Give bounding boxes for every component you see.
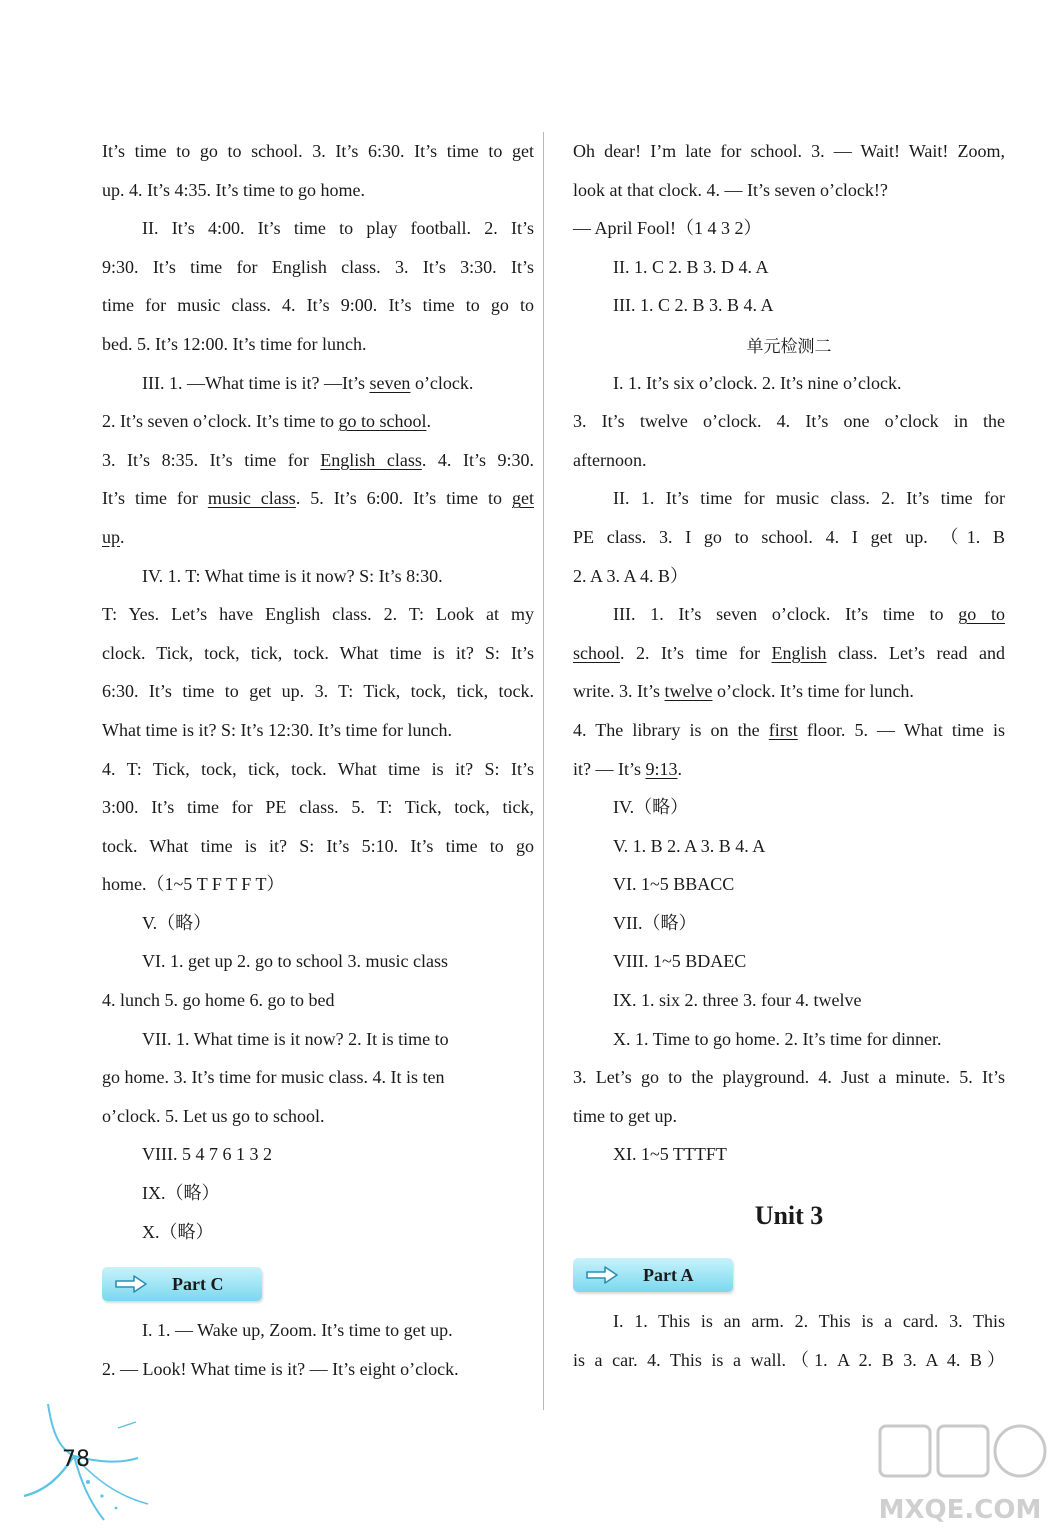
line-text: o’clock. It’s time for lunch. xyxy=(712,681,914,702)
page-number: 78 xyxy=(62,1447,90,1472)
line-text: III. 1. It’s seven o’clock. It’s time to xyxy=(613,604,959,625)
answer-line xyxy=(102,827,534,866)
line-text: II. 1. C 2. B 3. D 4. A xyxy=(613,256,769,277)
part-c-lines xyxy=(102,1311,534,1388)
line-text: X. 1. Time to go home. 2. It’s time for dinner. xyxy=(613,1028,942,1049)
right-answer-lines-a xyxy=(573,132,1005,325)
line-text: . 2. It’s time for xyxy=(620,642,772,663)
line-text: II. 1. It’s time for music class. 2. It’s time for xyxy=(613,488,1005,509)
answer-line xyxy=(102,865,534,904)
answer-line xyxy=(573,441,1005,480)
answer-line xyxy=(102,286,534,325)
watermark-logo xyxy=(860,1418,1060,1536)
answer-line xyxy=(102,325,534,364)
line-text: VI. 1~5 BBACC xyxy=(613,874,735,895)
line-text: look at that clock. 4. — It’s seven o’clock!? xyxy=(573,179,888,200)
answer-line xyxy=(573,672,1005,711)
line-text: IV. 1. T: What time is it now? S: It’s 8:30. xyxy=(142,565,443,586)
line-text: III. 1. C 2. B 3. B 4. A xyxy=(613,295,774,316)
line-text: II. It’s 4:00. It’s time to play football. 2. It’s xyxy=(142,218,534,239)
answer-line xyxy=(573,634,1005,673)
answer-line xyxy=(102,1097,534,1136)
answer-line xyxy=(102,171,534,210)
answer-line xyxy=(573,209,1005,248)
answer-line xyxy=(573,750,1005,789)
line-text: I. 1. — Wake up, Zoom. It’s time to get up. xyxy=(142,1320,453,1341)
line-text: VII. 1. What time is it now? 2. It is time to xyxy=(142,1028,449,1049)
answer-line xyxy=(102,1213,534,1252)
line-text: VIII. 1~5 BDAEC xyxy=(613,951,747,972)
line-text: 2. — Look! What time is it? — It’s eight o’clock. xyxy=(102,1358,459,1379)
answer-line xyxy=(573,1020,1005,1059)
underlined-answer: get xyxy=(512,488,535,509)
line-text: V. 1. B 2. A 3. B 4. A xyxy=(613,835,766,856)
answer-line xyxy=(573,942,1005,981)
starfish-decoration-icon xyxy=(18,1400,168,1530)
answer-line xyxy=(102,402,534,441)
answer-line xyxy=(573,557,1005,596)
answer-line xyxy=(102,441,534,480)
line-text: 6:30. It’s time to get up. 3. T: Tick, tock, tick, tock. xyxy=(102,681,534,702)
answer-line xyxy=(102,595,534,634)
line-text: home.（1~5 T F T F T） xyxy=(102,874,285,895)
underlined-answer: up xyxy=(102,526,120,547)
left-answer-lines xyxy=(102,132,534,1251)
line-text: VII.（略） xyxy=(613,912,697,933)
arrow-right-icon xyxy=(114,1273,148,1295)
underlined-answer: English class xyxy=(320,449,422,470)
line-text: o’clock. 5. Let us go to school. xyxy=(102,1105,325,1126)
underlined-answer: 9:13 xyxy=(645,758,678,779)
answer-line xyxy=(573,1058,1005,1097)
line-text: it? — It’s xyxy=(573,758,646,779)
line-text: clock. Tick, tock, tick, tock. What time is it? S: It’s xyxy=(102,642,534,663)
line-text: . xyxy=(120,526,125,547)
line-text: XI. 1~5 TTTFT xyxy=(613,1144,727,1165)
line-text: time for music class. 4. It’s 9:00. It’s time to go to xyxy=(102,295,534,316)
answer-line xyxy=(102,942,534,981)
line-text: 9:30. It’s time for English class. 3. It’s 3:30. It’s xyxy=(102,256,534,277)
underlined-answer: twelve xyxy=(664,681,713,702)
line-text: T: Yes. Let’s have English class. 2. T: Look at my xyxy=(102,604,534,625)
line-text: . xyxy=(426,411,431,432)
line-text: I. 1. This is an arm. 2. This is a card. 3. This xyxy=(613,1311,1005,1332)
column-divider xyxy=(543,132,544,1410)
line-text: 2. It’s seven o’clock. It’s time to xyxy=(102,411,339,432)
answer-line xyxy=(102,904,534,943)
line-text: 3. It’s 8:35. It’s time for xyxy=(102,449,321,470)
line-text: . 5. It’s 6:00. It’s time to xyxy=(295,488,513,509)
answer-line xyxy=(573,1135,1005,1174)
answer-line xyxy=(573,171,1005,210)
line-text: Oh dear! I’m late for school. 3. — Wait! Wait! Zoom, xyxy=(573,141,1005,161)
answer-line xyxy=(573,518,1005,557)
part-a-label: Part A xyxy=(643,1265,694,1286)
answer-line xyxy=(573,1302,1005,1341)
line-text: . xyxy=(677,758,683,779)
line-text: VIII. 5 4 7 6 1 3 2 xyxy=(142,1144,272,1165)
answer-line xyxy=(102,518,534,557)
answer-line xyxy=(573,132,1005,171)
answer-line xyxy=(102,209,534,248)
answer-line xyxy=(102,1058,534,1097)
underlined-answer: go to school xyxy=(338,411,427,432)
answer-line xyxy=(573,248,1005,287)
answer-line xyxy=(102,1135,534,1174)
answer-line xyxy=(102,750,534,789)
part-c-label: Part C xyxy=(172,1274,224,1295)
answer-line xyxy=(573,865,1005,904)
answer-line xyxy=(102,132,534,171)
answer-line xyxy=(102,981,534,1020)
answer-line xyxy=(102,1020,534,1059)
answer-line xyxy=(573,595,1005,634)
answer-line xyxy=(573,711,1005,750)
line-text: 2. A 3. A 4. B） xyxy=(573,565,689,586)
line-text: III. 1. —What time is it? —It’s xyxy=(142,372,370,393)
answer-line xyxy=(573,788,1005,827)
svg-text:MXQE.COM: MXQE.COM xyxy=(878,1495,1042,1525)
right-column xyxy=(573,132,1005,1379)
answer-line xyxy=(102,248,534,287)
answer-line xyxy=(102,788,534,827)
answer-line xyxy=(573,479,1005,518)
line-text: VI. 1. get up 2. go to school 3. music class xyxy=(142,951,448,972)
line-text: X.（略） xyxy=(142,1221,214,1242)
line-text: . 4. It’s 9:30. xyxy=(421,449,534,470)
line-text: go home. 3. It’s time for music class. 4. It is ten xyxy=(102,1067,445,1088)
arrow-right-icon xyxy=(585,1264,619,1286)
answer-line xyxy=(102,364,534,403)
unit-title: Unit 3 xyxy=(754,1201,824,1231)
answer-line xyxy=(573,827,1005,866)
underlined-answer: seven xyxy=(369,372,411,393)
line-text: is a car. 4. This is a wall.（1. A 2. B 3. A 4. B） xyxy=(573,1349,1005,1370)
line-text: bed. 5. It’s 12:00. It’s time for lunch. xyxy=(102,333,367,354)
line-text: It’s time to go to school. 3. It’s 6:30. It’s time to get xyxy=(102,141,534,161)
line-text: o’clock. xyxy=(410,372,474,393)
line-text: 4. lunch 5. go home 6. go to bed xyxy=(102,990,335,1011)
answer-line xyxy=(573,981,1005,1020)
part-c-banner xyxy=(102,1267,262,1301)
part-a-lines xyxy=(573,1302,1005,1379)
underlined-answer: English xyxy=(771,642,827,663)
answer-line xyxy=(102,711,534,750)
answer-line xyxy=(573,904,1005,943)
line-text: 3. Let’s go to the playground. 4. Just a minute. 5. It’s xyxy=(573,1067,1005,1088)
line-text: 4. T: Tick, tock, tick, tock. What time is it? S: It’s xyxy=(102,758,534,779)
line-text: 4. The library is on the xyxy=(573,719,769,740)
line-text: tock. What time is it? S: It’s 5:10. It’s time to go xyxy=(102,835,534,856)
answer-line xyxy=(573,1341,1005,1380)
section-title: 单元检测二 xyxy=(746,336,832,357)
line-text: up. 4. It’s 4:35. It’s time to go home. xyxy=(102,179,365,200)
answer-line xyxy=(102,1311,534,1350)
line-text: It’s time for xyxy=(102,488,208,509)
answer-line xyxy=(102,634,534,673)
underlined-answer: go to xyxy=(958,604,1005,625)
answer-line xyxy=(102,1350,534,1389)
line-text: IV.（略） xyxy=(613,797,689,818)
line-text: IX.（略） xyxy=(142,1183,220,1204)
answer-line xyxy=(102,1174,534,1213)
underlined-answer: music class xyxy=(207,488,296,509)
answer-line xyxy=(102,479,534,518)
line-text: class. Let’s read and xyxy=(826,642,1005,663)
line-text: write. 3. It’s xyxy=(573,681,665,702)
line-text: — April Fool!（1 4 3 2） xyxy=(573,218,762,239)
line-text: V.（略） xyxy=(142,912,212,933)
answer-line xyxy=(102,557,534,596)
answer-line xyxy=(573,1097,1005,1136)
part-a-banner xyxy=(573,1258,733,1292)
line-text: 3:00. It’s time for PE class. 5. T: Tick, tock, tick, xyxy=(102,797,534,818)
right-answer-lines-b xyxy=(573,364,1005,1174)
underlined-answer: first xyxy=(768,719,798,740)
line-text: IX. 1. six 2. three 3. four 4. twelve xyxy=(613,990,862,1011)
left-column xyxy=(102,132,534,1388)
line-text: I. 1. It’s six o’clock. 2. It’s nine o’clock. xyxy=(613,372,902,393)
answer-line xyxy=(573,402,1005,441)
answer-line xyxy=(573,286,1005,325)
line-text: PE class. 3. I go to school. 4. I get up. （1. B xyxy=(573,526,1005,547)
line-text: What time is it? S: It’s 12:30. It’s time for lunch. xyxy=(102,719,452,740)
line-text: 3. It’s twelve o’clock. 4. It’s one o’clock in the xyxy=(573,411,1005,432)
line-text: afternoon. xyxy=(573,449,647,470)
underlined-answer: school xyxy=(573,642,620,663)
line-text: floor. 5. — What time is xyxy=(797,719,1006,740)
answer-line xyxy=(102,672,534,711)
answer-line xyxy=(573,364,1005,403)
line-text: time to get up. xyxy=(573,1105,677,1126)
